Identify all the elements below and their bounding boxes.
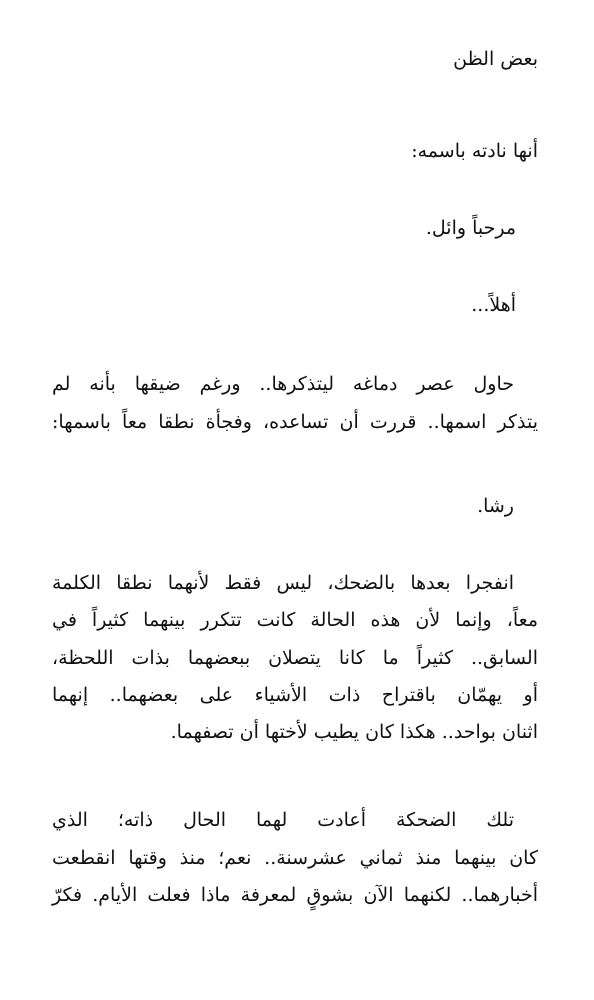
text-line-12: تلك الضحكة أعادت لهما الحال ذاته؛ الذي: [52, 809, 514, 831]
chapter-heading: بعض الظن: [453, 48, 538, 70]
text-line-3: أهلاً...: [471, 294, 516, 316]
text-line-11: اثنان بواحد.. هكذا كان يطيب لأختها أن تصفهما.: [170, 721, 538, 743]
text-line-7: انفجرا بعدها بالضحك، ليس فقط لأنهما نطقا الكلمة: [52, 572, 514, 594]
text-line-6: رشا.: [477, 495, 514, 517]
text-line-4: حاول عصر دماغه ليتذكرها.. ورغم ضيقها بأنه لم: [52, 373, 514, 395]
text-line-2: مرحباً وائل.: [425, 217, 516, 239]
text-line-10: أو يهمّان باقتراح ذات الأشياء على بعضهما.. إنهما: [52, 684, 538, 706]
text-line-5: يتذكر اسمها.. قررت أن تساعده، وفجأة نطقا معاً باسمها:: [52, 411, 538, 433]
text-line-8: معاً، وإنما لأن هذه الحالة كانت تتكرر بينهما كثيراً في: [52, 609, 538, 631]
text-line-9: السابق.. كثيراً ما كانا يتصلان ببعضهما بذات اللحظة،: [52, 647, 538, 669]
text-line-13: كان بينهما منذ ثماني عشرسنة.. نعم؛ منذ وقتها انقطعت: [52, 847, 538, 869]
text-line-14: أخبارهما.. لكنهما الآن بشوقٍ لمعرفة ماذا فعلت الأيام. فكرّ: [52, 884, 538, 906]
text-line-1: أنها نادته باسمه:: [411, 140, 538, 162]
